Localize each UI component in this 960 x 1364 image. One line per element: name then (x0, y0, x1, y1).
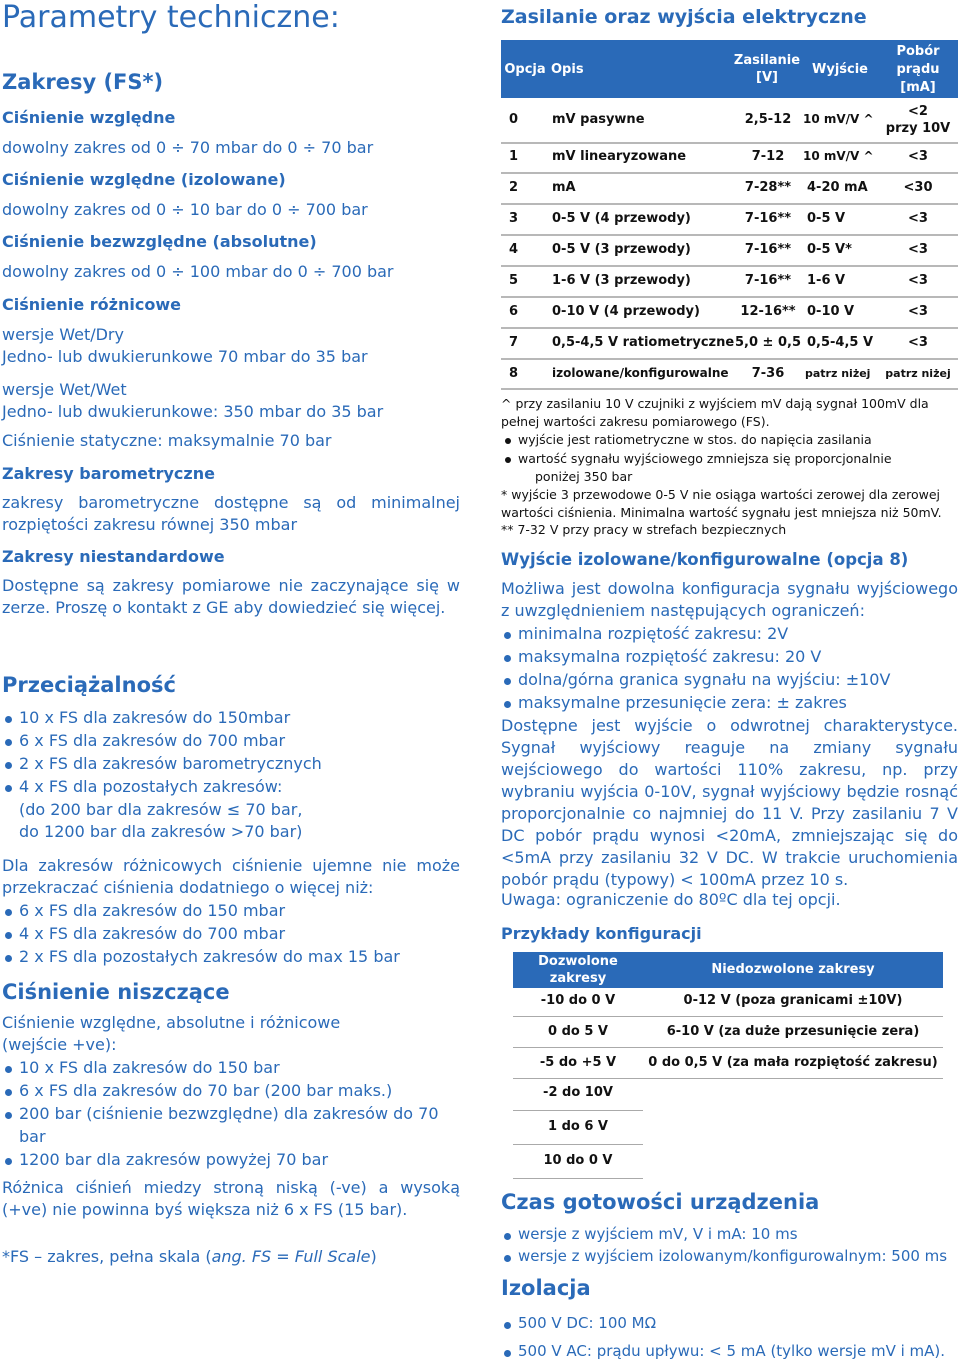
note-reduction: wartość sygnału wyjściowego zmniejsza się proporcjonalnie (518, 451, 892, 466)
cell-current: <2 (908, 104, 928, 119)
cell-supply: 7-16** (744, 242, 792, 257)
ex-allowed: -5 do +5 V (539, 1055, 617, 1070)
cell-desc: mA (552, 180, 576, 195)
col-allowed: Dozwolone (538, 954, 618, 969)
ex-allowed: -2 do 10V (543, 1085, 613, 1100)
overload-heading: Przeciążalność (2, 673, 176, 697)
ex-not-allowed: 0 do 0,5 V (za mała rozpiętość zakresu) (648, 1055, 938, 1070)
col-allowed-2: zakresy (549, 971, 607, 986)
cell-current: <3 (908, 242, 928, 257)
wetwet-range: Jedno- lub dwukierunkowe: 350 mbar do 35 bar (2, 402, 384, 421)
row-divider (501, 234, 958, 236)
cell-output: 0-10 V (807, 304, 855, 319)
cell-output: 10 mV/V ^ (803, 149, 874, 163)
ex-allowed: 10 do 0 V (543, 1153, 613, 1168)
col-current-unit: [mA] (900, 80, 936, 95)
iso-description: Dostępne jest wyjście o odwrotnej charakterystyce. Sygnał wyjściowy reaguje na zmiany sygnału wejściowego do wartości 110% zakresu, np. przy wybraniu wyjścia 0-10V, sygnał wyjściowy będzie rosnąć proporcjonalnie co najmniej do 11 V. Przy zasilaniu 7 V DC pobór prądu wynosi <20mA, zmniejszając się do <5mA przy zasilaniu 32 V DC. W trakcie uruchomienia pobór prądu (typowy) < 100mA przez 10 s. (501, 716, 958, 889)
overload-item: 2 x FS dla zakresów barometrycznych (19, 754, 322, 773)
supply-heading: Zasilanie oraz wyjścia elektryczne (501, 6, 867, 28)
cell-supply: 12-16** (740, 304, 796, 319)
burst-item: 1200 bar dla zakresów powyżej 70 bar (19, 1150, 329, 1169)
gauge-text: dowolny zakres od 0 ÷ 70 mbar do 0 ÷ 70 bar (2, 138, 374, 157)
overload-item: 10 x FS dla zakresów do 150mbar (19, 708, 291, 727)
note-reduction-cont: poniżej 350 bar (535, 469, 633, 484)
cell-option: 2 (509, 180, 519, 195)
cell-supply: 7-16** (744, 273, 792, 288)
cell-desc: 0-5 V (3 przewody) (552, 242, 691, 257)
ready-item: wersje z wyjściem izolowanym/konfigurowalnym: 500 ms (518, 1247, 948, 1265)
col-option: Opcja (504, 62, 546, 77)
burst-text-input: (wejście +ve): (2, 1035, 117, 1054)
row-divider (513, 1078, 943, 1079)
cell-output: 0-5 V (807, 211, 846, 226)
note-mv: ^ przy zasilaniu 10 V czujniki z wyjściem mV dają sygnał 100mV dla (501, 396, 929, 411)
row-divider (513, 1110, 643, 1111)
cell-option: 7 (509, 335, 519, 350)
fs-footnote-a: *FS – zakres, pełna skala ( (2, 1247, 212, 1266)
cell-option: 5 (509, 273, 519, 288)
isolation-heading: Izolacja (501, 1276, 591, 1300)
burst-text: Ciśnienie względne, absolutne i różnicowe (2, 1013, 341, 1032)
diff-overload-item: 2 x FS dla pozostałych zakresów do max 15 bar (19, 947, 400, 966)
isolation-item: 500 V AC: prądu upływu: < 5 mA (tylko wersje mV i mA). (518, 1342, 946, 1360)
diff-overload-item: 4 x FS dla zakresów do 700 mbar (19, 924, 286, 943)
iso-warning: Uwaga: ograniczenie do 80ºC dla tej opcji. (501, 890, 841, 909)
burst-item: 6 x FS dla zakresów do 70 bar (200 bar maks.) (19, 1081, 393, 1100)
cell-output: 0,5-4,5 V (807, 335, 874, 350)
col-current-2: prądu (896, 62, 940, 77)
burst-heading: Ciśnienie niszczące (2, 980, 230, 1004)
iso-item: minimalna rozpiętość zakresu: 2V (518, 624, 789, 643)
cell-supply: 5,0 ± 0,5 (734, 335, 801, 350)
iso-intro: Możliwa jest dowolna konfiguracja sygnału wyjściowego z uwzględnieniem następujących ograniczeń: (501, 579, 958, 620)
cell-option: 0 (509, 112, 519, 127)
cell-option: 1 (509, 149, 519, 164)
nonstd-heading: Zakresy niestandardowe (2, 547, 225, 566)
row-divider (513, 1178, 643, 1179)
burst-item: 200 bar (ciśnienie bezwzględne) dla zakresów do 70 (19, 1104, 439, 1123)
row-divider (501, 296, 958, 298)
col-not-allowed: Niedozwolone zakresy (711, 962, 875, 977)
diff-heading: Ciśnienie różnicowe (2, 295, 181, 314)
page-title: Parametry techniczne: (2, 0, 340, 35)
note-3wire: * wyjście 3 przewodowe 0-5 V nie osiąga wartości zerowej dla zerowej (501, 487, 940, 502)
iso-item: dolna/górna granica sygnału na wyjściu: ±10V (518, 670, 891, 689)
diff-overload-item: 6 x FS dla zakresów do 150 mbar (19, 901, 286, 920)
overload-sub: (do 200 bar dla zakresów ≤ 70 bar, (19, 800, 303, 819)
nonstd-text: Dostępne są zakresy pomiarowe nie zaczynające się w zerze. Proszę o kontakt z GE aby dowiedzieć się więcej. (2, 576, 460, 617)
cell-current: <30 (903, 180, 933, 195)
iso-item: maksymalna rozpiętość zakresu: 20 V (518, 647, 822, 666)
cell-current: <3 (908, 149, 928, 164)
ready-item: wersje z wyjściem mV, V i mA: 10 ms (518, 1225, 798, 1243)
cell-current-note: przy 10V (885, 121, 951, 136)
iso-heading: Wyjście izolowane/konfigurowalne (opcja 8) (501, 550, 909, 569)
fs-footnote (2, 1247, 377, 1266)
static-pressure: Ciśnienie statyczne: maksymalnie 70 bar (2, 431, 332, 450)
abs-text: dowolny zakres od 0 ÷ 100 mbar do 0 ÷ 700 bar (2, 262, 394, 281)
wetdry-label: wersje Wet/Dry (2, 325, 124, 344)
cell-supply: 7-12 (751, 149, 785, 164)
isolation-item: 500 V DC: 100 MΩ (518, 1314, 657, 1332)
cell-current: <3 (908, 273, 928, 288)
cell-current: <3 (908, 335, 928, 350)
overload-item: 4 x FS dla pozostałych zakresów: (19, 777, 283, 796)
row-divider (501, 388, 958, 390)
ex-allowed: -10 do 0 V (540, 993, 616, 1008)
row-divider (501, 265, 958, 267)
cell-desc: mV pasywne (552, 112, 645, 127)
cell-option: 3 (509, 211, 519, 226)
note-safe-area: ** 7-32 V przy pracy w strefach bezpiecznych (501, 522, 787, 537)
cell-current: <3 (908, 211, 928, 226)
cell-desc: 1-6 V (3 przewody) (552, 273, 691, 288)
note-mv-cont: pełnej wartości zakresu pomiarowego (FS). (501, 414, 770, 429)
row-divider (513, 1144, 643, 1145)
cell-supply: 2,5-12 (744, 112, 792, 127)
cell-output: 10 mV/V ^ (803, 112, 874, 126)
col-supply: Zasilanie (733, 53, 801, 68)
cell-output: 4-20 mA (807, 180, 868, 195)
ex-allowed: 1 do 6 V (548, 1119, 608, 1134)
cell-desc: 0-10 V (4 przewody) (552, 304, 700, 319)
cell-option: 4 (509, 242, 519, 257)
burst-item-cont: bar (19, 1127, 46, 1146)
cell-output: 0-5 V* (807, 242, 852, 257)
col-desc: Opis (551, 62, 584, 77)
col-output: Wyjście (812, 62, 868, 77)
col-supply-unit: [V] (756, 70, 778, 85)
row-divider (501, 142, 958, 144)
cell-desc: izolowane/konfigurowalne (552, 366, 729, 380)
cell-desc: 0-5 V (4 przewody) (552, 211, 691, 226)
cell-output: 1-6 V (807, 273, 846, 288)
overload-item: 6 x FS dla zakresów do 700 mbar (19, 731, 286, 750)
burst-item: 10 x FS dla zakresów do 150 bar (19, 1058, 280, 1077)
row-divider (501, 172, 958, 174)
row-divider (513, 1047, 943, 1048)
fs-footnote-c: ) (370, 1247, 377, 1266)
fs-footnote-b: ang. FS = Full Scale (211, 1247, 371, 1266)
diff-overload-text: Dla zakresów różnicowych ciśnienie ujemne nie może przekraczać ciśnienia dodatniego o więcej niż: (2, 856, 460, 897)
cell-supply: 7-28** (744, 180, 792, 195)
cell-desc: 0,5-4,5 V ratiometryczne (552, 335, 735, 350)
ranges-heading: Zakresy (FS*) (2, 70, 164, 94)
burst-note: Różnica ciśnień miedzy stroną niską (-ve) a wysoką (+ve) nie powinna byś większa niż 6 x FS (15 bar). (2, 1178, 460, 1219)
overload-sub: do 1200 bar dla zakresów >70 bar) (19, 822, 303, 841)
sealed-text: dowolny zakres od 0 ÷ 10 bar do 0 ÷ 700 bar (2, 200, 368, 219)
abs-heading: Ciśnienie bezwzględne (absolutne) (2, 232, 317, 251)
gauge-heading: Ciśnienie względne (2, 108, 176, 127)
cell-current: patrz niżej (885, 367, 951, 380)
wetwet-label: wersje Wet/Wet (2, 380, 127, 399)
cell-current: <3 (908, 304, 928, 319)
row-divider (501, 203, 958, 205)
ex-allowed: 0 do 5 V (548, 1024, 608, 1039)
examples-table-header (513, 952, 943, 988)
note-ratiometric: wyjście jest ratiometryczne w stos. do napięcia zasilania (518, 432, 872, 447)
iso-item: maksymalne przesunięcie zera: ± zakres (518, 693, 847, 712)
wetdry-range: Jedno- lub dwukierunkowe 70 mbar do 35 bar (2, 347, 368, 366)
cell-supply: 7-16** (744, 211, 792, 226)
row-divider (513, 1016, 943, 1017)
sealed-heading: Ciśnienie względne (izolowane) (2, 170, 286, 189)
col-current: Pobór (896, 44, 940, 59)
baro-text: zakresy barometryczne dostępne są od minimalnej rozpiętości zakresu równej 350 mbar (2, 493, 460, 534)
cell-desc: mV linearyzowane (552, 149, 687, 164)
cell-option: 8 (509, 366, 519, 381)
note-3wire-cont: wartości ciśnienia. Minimalna wartość sygnału jest mniejsza niż 50mV. (501, 505, 942, 520)
baro-heading: Zakresy barometryczne (2, 464, 215, 483)
examples-heading: Przykłady konfiguracji (501, 924, 702, 943)
ex-not-allowed: 0-12 V (poza granicami ±10V) (683, 993, 903, 1008)
cell-output: patrz niżej (805, 367, 871, 380)
ready-heading: Czas gotowości urządzenia (501, 1190, 820, 1214)
row-divider (501, 358, 958, 360)
output-table-header (501, 40, 958, 98)
cell-supply: 7-36 (751, 366, 785, 381)
row-divider (501, 327, 958, 329)
ex-not-allowed: 6-10 V (za duże przesunięcie zera) (666, 1024, 920, 1039)
cell-option: 6 (509, 304, 519, 319)
